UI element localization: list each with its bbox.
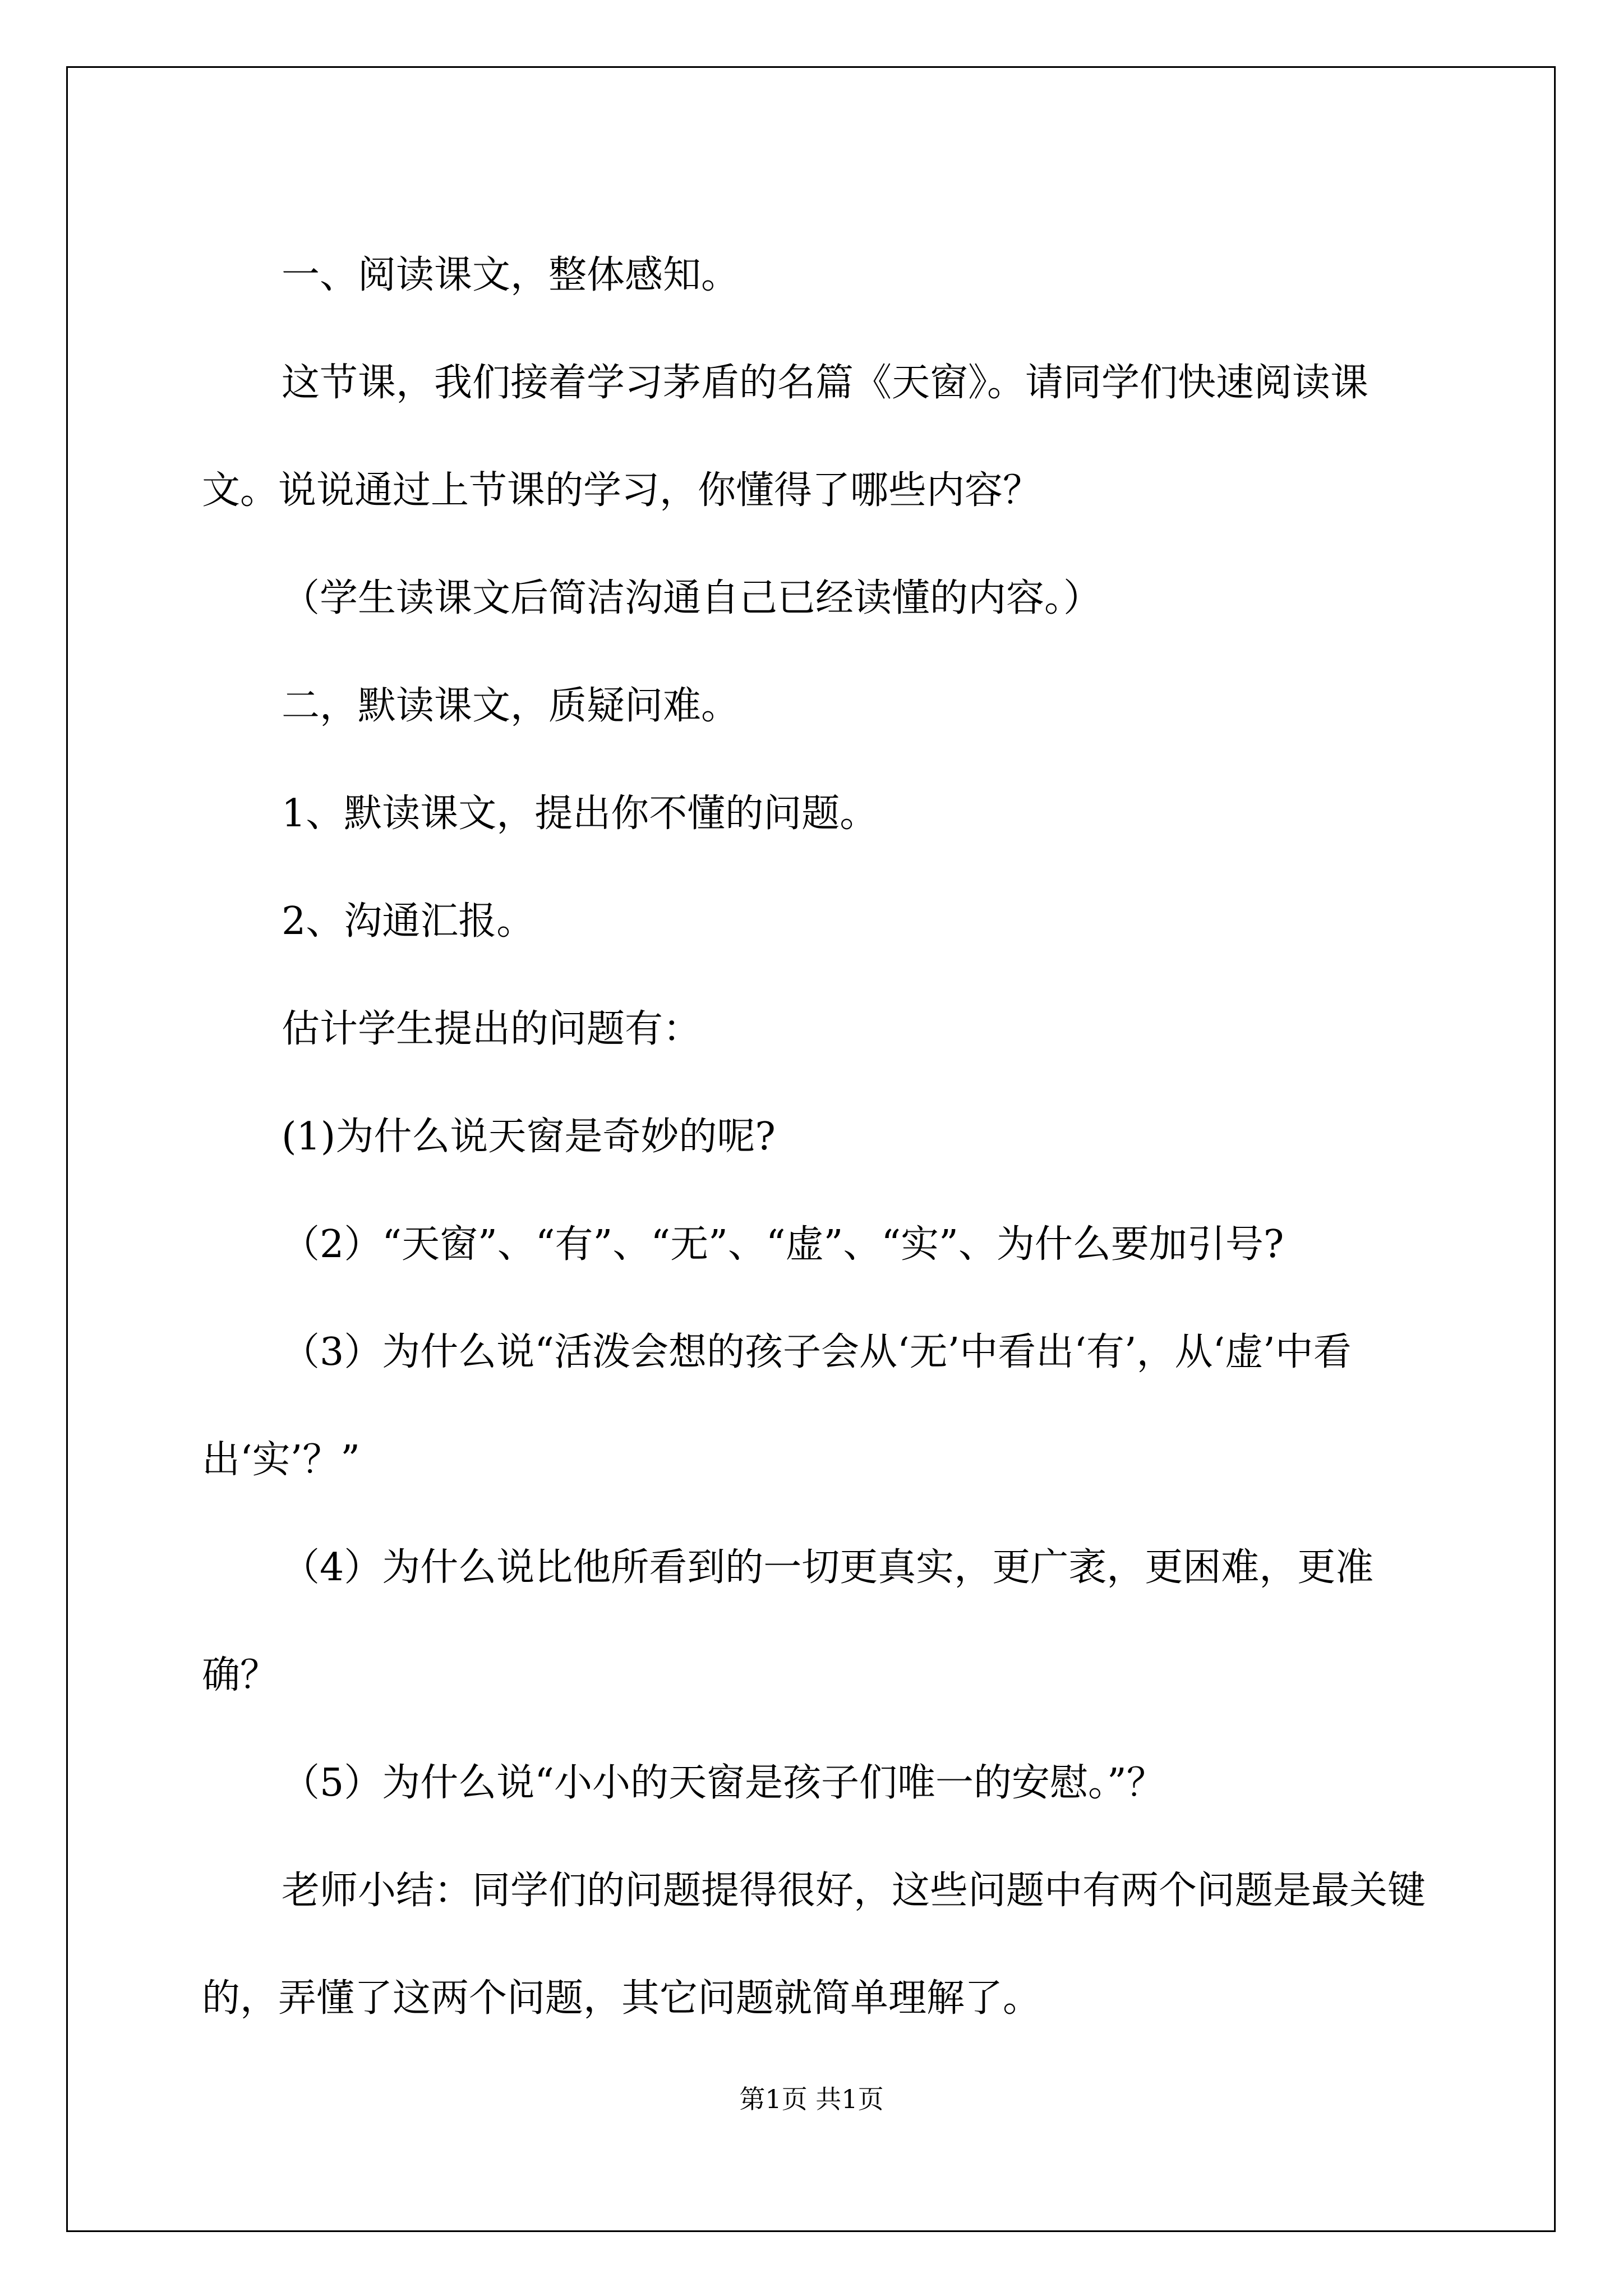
student-activity-note: （学生读课文后简洁沟通自己已经读懂的内容。）	[282, 576, 1102, 620]
question-4: （4）为什么说比他所看到的一切更真实，更广袤，更困难，更准确？	[202, 1545, 1374, 1697]
question-1: (1)为什么说天窗是奇妙的呢?	[282, 1115, 776, 1159]
question-3: （3）为什么说“活泼会想的孩子会从‘无’中看出‘有’，从‘虚’中看出‘实’？”	[202, 1330, 1352, 1482]
step-2: 2、沟通汇报。	[282, 899, 535, 944]
section-heading-2: 二，默读课文，质疑问难。	[282, 684, 740, 728]
intro-paragraph: 这节课，我们接着学习茅盾的名篇《天窗》。请同学们快速阅读课文。说说通过上节课的学习，你懂得了哪些内容？	[202, 361, 1369, 513]
question-2: （2）“天窗”、“有”、“无”、“虚”、“实”、为什么要加引号?	[282, 1222, 1284, 1267]
page-number-footer: 第1页 共1页	[739, 2084, 884, 2114]
questions-intro: 估计学生提出的问题有：	[282, 1007, 702, 1051]
section-heading-1: 一、阅读课文，整体感知。	[282, 253, 740, 297]
teacher-summary: 老师小结：同学们的问题提得很好，这些问题中有两个问题是最关键的，弄懂了这两个问题，其它问题就简单理解了。	[202, 1869, 1426, 2021]
step-1: 1、默读课文，提出你不懂的问题。	[282, 792, 878, 836]
document-body	[202, 222, 1441, 2053]
question-5: （5）为什么说“小小的天窗是孩子们唯一的安慰。”？	[282, 1761, 1165, 1805]
